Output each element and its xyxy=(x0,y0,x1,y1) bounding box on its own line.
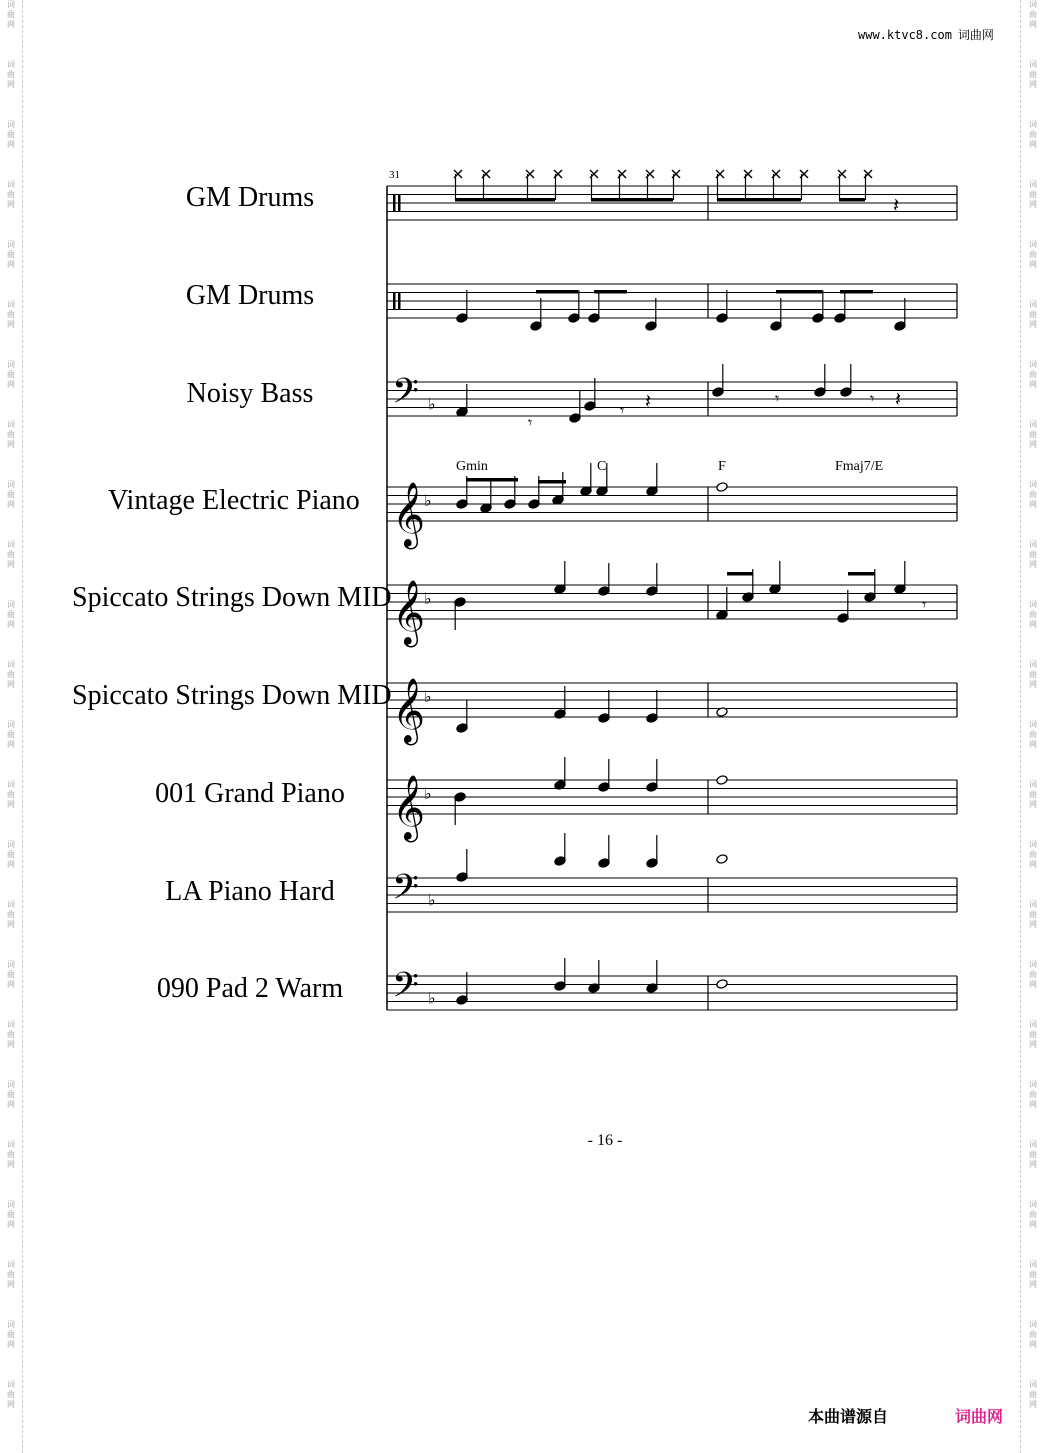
watermark-block: 词 曲 网 xyxy=(1029,1260,1037,1289)
watermark-block: 词 曲 网 xyxy=(1029,1320,1037,1349)
page-number: - 16 - xyxy=(587,1132,623,1149)
instrument-label: 090 Pad 2 Warm xyxy=(156,973,344,1004)
watermark-block: 词 曲 网 xyxy=(1029,1380,1037,1409)
beam xyxy=(455,198,555,202)
instrument-label: GM Drums xyxy=(185,182,315,213)
chord-symbol: F xyxy=(718,459,726,474)
watermark-block: 词 曲 网 xyxy=(7,540,15,569)
watermark-block: 词 曲 网 xyxy=(1029,780,1037,809)
watermark-block: 词 曲 网 xyxy=(1029,120,1037,149)
watermark-block: 词 曲 网 xyxy=(1029,840,1037,869)
instrument-label: Vintage Electric Piano xyxy=(108,485,360,516)
source-label: 本曲谱源自 xyxy=(808,1407,889,1426)
watermark-block: 词 曲 网 xyxy=(7,1080,15,1109)
eighth-rest: 𝄾 xyxy=(620,401,625,420)
beam xyxy=(839,198,865,202)
measure-number: 31 xyxy=(389,169,400,181)
watermark-block: 词 曲 网 xyxy=(1029,0,1037,29)
watermark-block: 词 曲 网 xyxy=(7,1260,15,1289)
eighth-rest: 𝄾 xyxy=(870,389,875,408)
watermark-block: 词 曲 网 xyxy=(7,180,15,209)
quarter-rest: 𝄽 xyxy=(645,389,652,413)
watermark-block: 词 曲 网 xyxy=(1029,300,1037,329)
watermark-block: 词 曲 网 xyxy=(7,1020,15,1049)
watermark-block: 词 曲 网 xyxy=(7,1140,15,1169)
treble-clef: 𝄞 xyxy=(392,580,426,645)
flat-key-signature: ♭ xyxy=(428,394,436,414)
watermark-block: 词 曲 网 xyxy=(7,1380,15,1409)
watermark-block: 词 曲 网 xyxy=(7,600,15,629)
bass-clef: 𝄢 xyxy=(392,866,420,916)
watermark-block: 词 曲 网 xyxy=(1029,480,1037,509)
treble-clef: 𝄞 xyxy=(392,678,426,743)
watermark-block: 词 曲 网 xyxy=(7,720,15,749)
flat-key-signature: ♭ xyxy=(424,687,432,706)
beam xyxy=(848,572,875,576)
beam xyxy=(776,290,822,294)
watermark-block: 词 曲 网 xyxy=(7,780,15,809)
watermark-block: 词 曲 网 xyxy=(7,900,15,929)
beam xyxy=(840,290,873,294)
whole-note xyxy=(716,854,728,865)
whole-note xyxy=(716,775,728,786)
treble-clef: 𝄞 xyxy=(392,482,426,547)
flat-key-signature: ♭ xyxy=(424,784,432,803)
watermark-block: 词 曲 网 xyxy=(1029,720,1037,749)
site-name: 词曲网 xyxy=(957,28,994,42)
watermark-block: 词 曲 网 xyxy=(1029,1200,1037,1229)
bass-clef: 𝄢 xyxy=(392,370,420,420)
watermark-block: 词 曲 网 xyxy=(1029,180,1037,209)
watermark-block: 词 曲 网 xyxy=(1029,240,1037,269)
watermark-block: 词 曲 网 xyxy=(7,0,15,29)
percussion-clef xyxy=(393,293,396,310)
watermark-block: 词 曲 网 xyxy=(7,300,15,329)
watermark-block: 词 曲 网 xyxy=(1029,1140,1037,1169)
beam xyxy=(466,478,518,482)
watermark-block: 词 曲 网 xyxy=(7,420,15,449)
flat-key-signature: ♭ xyxy=(424,589,432,608)
beam xyxy=(594,290,627,294)
beam xyxy=(591,198,673,202)
chord-symbol: C xyxy=(597,459,607,474)
instrument-label: Spiccato Strings Down MID xyxy=(72,680,392,711)
percussion-clef xyxy=(398,195,401,212)
whole-note xyxy=(716,482,728,493)
beam xyxy=(536,290,578,294)
instrument-label: Spiccato Strings Down MID xyxy=(72,582,392,613)
whole-note xyxy=(716,979,728,990)
instrument-label: 001 Grand Piano xyxy=(155,778,345,809)
flat-key-signature: ♭ xyxy=(428,890,436,910)
percussion-clef xyxy=(398,293,401,310)
beam xyxy=(717,198,801,202)
instrument-label: GM Drums xyxy=(185,280,315,311)
quarter-rest: 𝄽 xyxy=(895,387,902,411)
site-url[interactable]: www.ktvc8.com xyxy=(858,28,952,42)
watermark-block: 词 曲 网 xyxy=(7,840,15,869)
watermark-block: 词 曲 网 xyxy=(1029,540,1037,569)
source-site[interactable]: 词曲网 xyxy=(955,1407,1004,1426)
watermark-block: 词 曲 网 xyxy=(7,1320,15,1349)
eighth-rest: 𝄾 xyxy=(528,413,533,432)
watermark-block: 词 曲 网 xyxy=(7,480,15,509)
chord-symbol: Gmin xyxy=(456,459,488,474)
beam xyxy=(727,572,753,576)
watermark-block: 词 曲 网 xyxy=(1029,360,1037,389)
watermark-block: 词 曲 网 xyxy=(1029,600,1037,629)
treble-clef: 𝄞 xyxy=(392,775,426,840)
percussion-clef xyxy=(393,195,396,212)
instrument-label: LA Piano Hard xyxy=(165,876,335,907)
watermark-block: 词 曲 网 xyxy=(7,240,15,269)
watermark-block: 词 曲 网 xyxy=(1029,1080,1037,1109)
watermark-block: 词 曲 网 xyxy=(1029,420,1037,449)
watermark-block: 词 曲 网 xyxy=(1029,660,1037,689)
watermark-block: 词 曲 网 xyxy=(7,60,15,89)
flat-key-signature: ♭ xyxy=(424,491,432,510)
watermark-block: 词 曲 网 xyxy=(7,960,15,989)
bass-clef: 𝄢 xyxy=(392,964,420,1014)
watermark-block: 词 曲 网 xyxy=(7,660,15,689)
flat-key-signature: ♭ xyxy=(428,988,436,1008)
watermark-block: 词 曲 网 xyxy=(7,120,15,149)
watermark-block: 词 曲 网 xyxy=(1029,960,1037,989)
eighth-rest: 𝄾 xyxy=(922,595,927,614)
watermark-block: 词 曲 网 xyxy=(7,360,15,389)
watermark-block: 词 曲 网 xyxy=(7,1200,15,1229)
quarter-rest: 𝄽 xyxy=(893,193,900,217)
watermark-block: 词 曲 网 xyxy=(1029,60,1037,89)
watermark-block: 词 曲 网 xyxy=(1029,1020,1037,1049)
beam xyxy=(538,480,566,484)
watermark-block: 词 曲 网 xyxy=(1029,900,1037,929)
instrument-label: Noisy Bass xyxy=(186,378,314,409)
chord-symbol: Fmaj7/E xyxy=(835,459,884,474)
eighth-rest: 𝄾 xyxy=(775,389,780,408)
